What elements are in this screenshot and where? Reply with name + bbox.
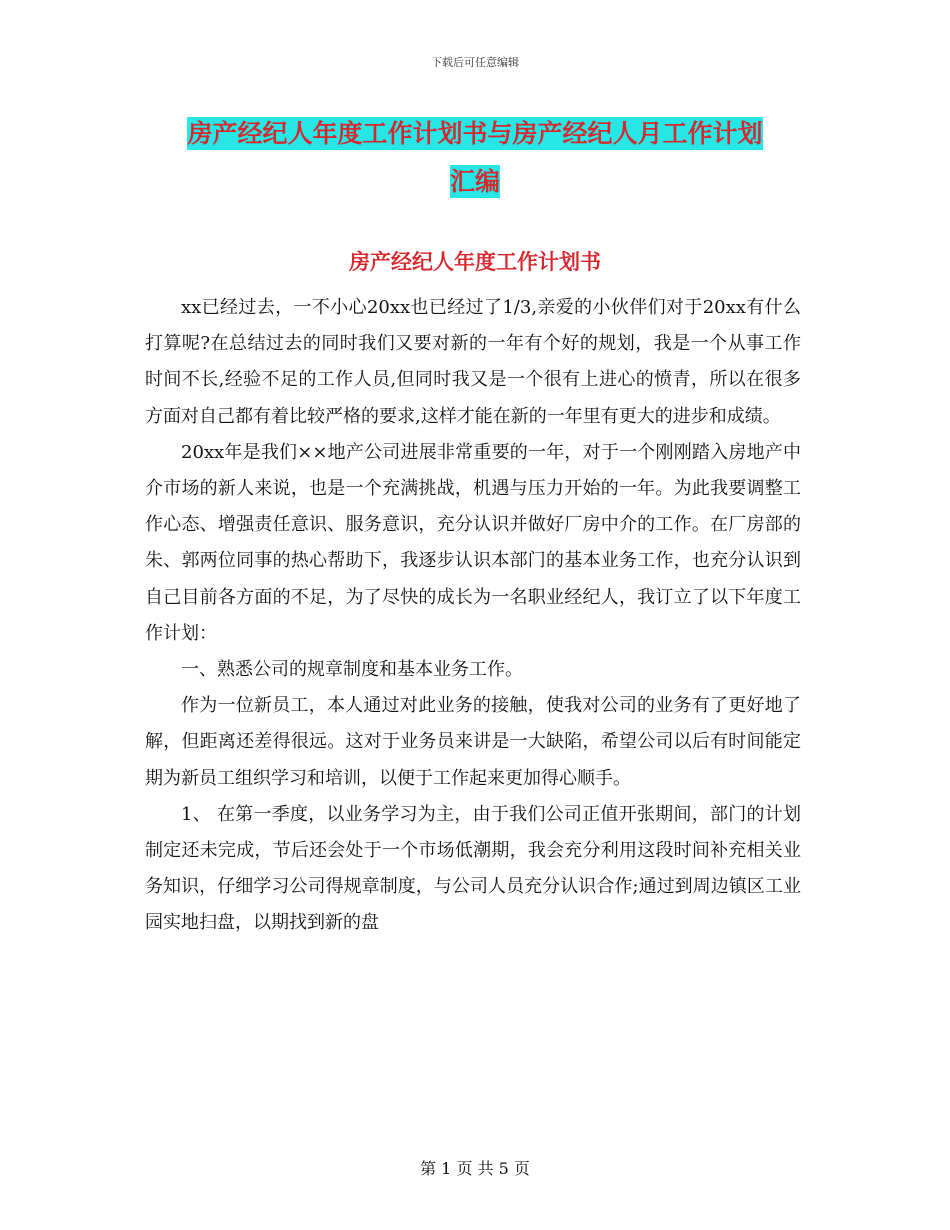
- paragraph: xx已经过去，一不小心20xx也已经过了1/3,亲爱的小伙伴们对于20xx有什么打算呢?在总结过去的同时我们又要对新的一年有个好的规划，我是一个从事工作时间不长,经验不足的工作人员,但同时我又是一个很有上进心的愤青，所以在很多方面对自己都有着比较严格的要求,这样才能在新的一年里有更大的进步和成绩。: [145, 297, 801, 427]
- section-title: 房产经纪人年度工作计划书: [349, 249, 601, 274]
- page-number: 第 1 页 共 5 页: [420, 1159, 530, 1178]
- paragraph: 20xx年是我们××地产公司进展非常重要的一年，对于一个刚刚踏入房地产中介市场的新人来说，也是一个充满挑战，机遇与压力开始的一年。为此我要调整工作心态、增强责任意识、服务意识，充分认识并做好厂房中介的工作。在厂房部的朱、郭两位同事的热心帮助下，我逐步认识本部门的基本业务工作，也充分认识到自己目前各方面的不足，为了尽快的成长为一名职业经纪人，我订立了以下年度工作计划：: [145, 441, 801, 644]
- document-title-line-2: 汇编: [449, 167, 500, 196]
- paragraph: 1、 在第一季度，以业务学习为主，由于我们公司正值开张期间，部门的计划制定还未完成，节后还会处于一个市场低潮期，我会充分利用这段时间补充相关业务知识，仔细学习公司得规章制度，与公司人员充分认识合作;通过到周边镇区工业园实地扫盘，以期找到新的盘: [145, 803, 801, 934]
- document-title-line-1: 房产经纪人年度工作计划书与房产经纪人月工作计划: [187, 119, 763, 148]
- paragraph-heading: 一、熟悉公司的规章制度和基本业务工作。: [181, 659, 523, 681]
- paragraph: 作为一位新员工，本人通过对此业务的接触，使我对公司的业务有了更好地了解，但距离还差得很远。这对于业务员来讲是一大缺陷，希望公司以后有时间能定期为新员工组织学习和培训，以便于工作起来更加得心顺手。: [145, 695, 801, 789]
- document-title: [150, 110, 800, 206]
- page-header-note: 下载后可任意编辑: [431, 56, 519, 69]
- document-body: [145, 290, 801, 942]
